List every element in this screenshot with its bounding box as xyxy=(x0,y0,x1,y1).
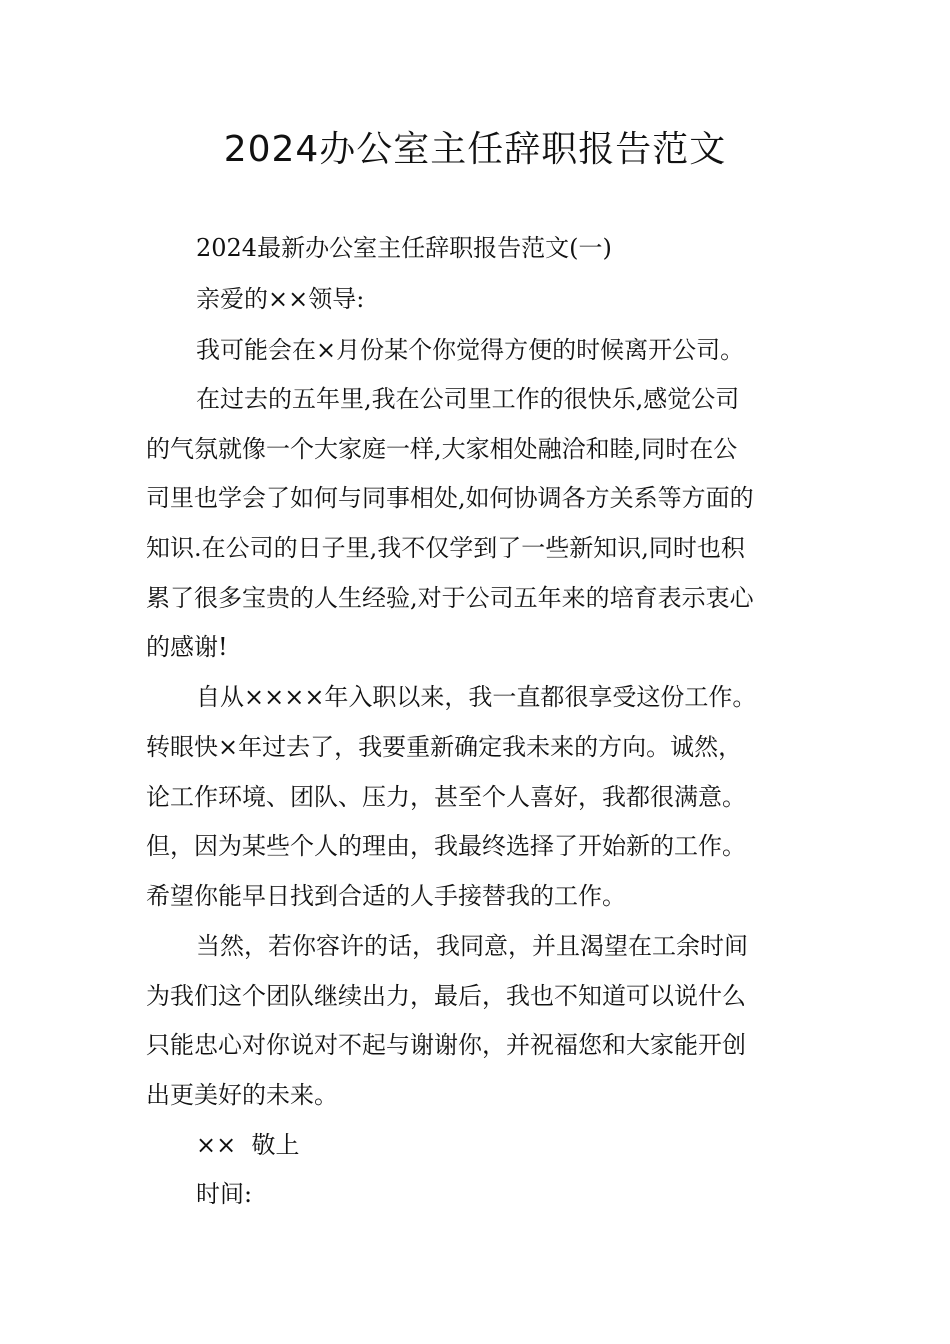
salutation: 亲爱的××领导: xyxy=(196,285,365,313)
paragraph-3-line-1: 自从××××年入职以来，我一直都很享受这份工作。 xyxy=(196,683,757,711)
paragraph-2-line-2: 的气氛就像一个大家庭一样,大家相处融洽和睦,同时在公 xyxy=(146,435,738,463)
paragraph-4-line-3: 只能忠心对你说对不起与谢谢你，并祝福您和大家能开创 xyxy=(146,1031,746,1059)
document-subtitle: 2024最新办公室主任辞职报告范文(一) xyxy=(196,234,612,262)
paragraph-2-line-6: 的感谢! xyxy=(146,633,228,661)
paragraph-1-line-1: 我可能会在×月份某个你觉得方便的时候离开公司。 xyxy=(196,336,745,364)
paragraph-2-line-1: 在过去的五年里,我在公司里工作的很快乐,感觉公司 xyxy=(196,385,740,413)
paragraph-2-line-5: 累了很多宝贵的人生经验,对于公司五年来的培育表示衷心 xyxy=(146,584,754,612)
paragraph-2-line-3: 司里也学会了如何与同事相处,如何协调各方关系等方面的 xyxy=(146,484,754,512)
paragraph-4-line-4: 出更美好的未来。 xyxy=(146,1081,338,1109)
document-title: 2024办公室主任辞职报告范文 xyxy=(223,129,727,170)
paragraph-3-line-3: 论工作环境、团队、压力，甚至个人喜好，我都很满意。 xyxy=(146,783,746,811)
paragraph-3-line-4: 但，因为某些个人的理由，我最终选择了开始新的工作。 xyxy=(146,832,746,860)
paragraph-4-line-2: 为我们这个团队继续出力，最后，我也不知道可以说什么 xyxy=(146,982,746,1010)
date-label: 时间: xyxy=(196,1180,253,1208)
paragraph-2-line-4: 知识.在公司的日子里,我不仅学到了一些新知识,同时也积 xyxy=(146,534,745,562)
paragraph-3-line-5: 希望你能早日找到合适的人手接替我的工作。 xyxy=(146,882,626,910)
paragraph-4-line-1: 当然，若你容许的话，我同意，并且渴望在工余时间 xyxy=(196,932,748,960)
signature: ×× 敬上 xyxy=(196,1131,300,1159)
paragraph-3-line-2: 转眼快×年过去了，我要重新确定我未来的方向。诚然， xyxy=(146,733,743,761)
